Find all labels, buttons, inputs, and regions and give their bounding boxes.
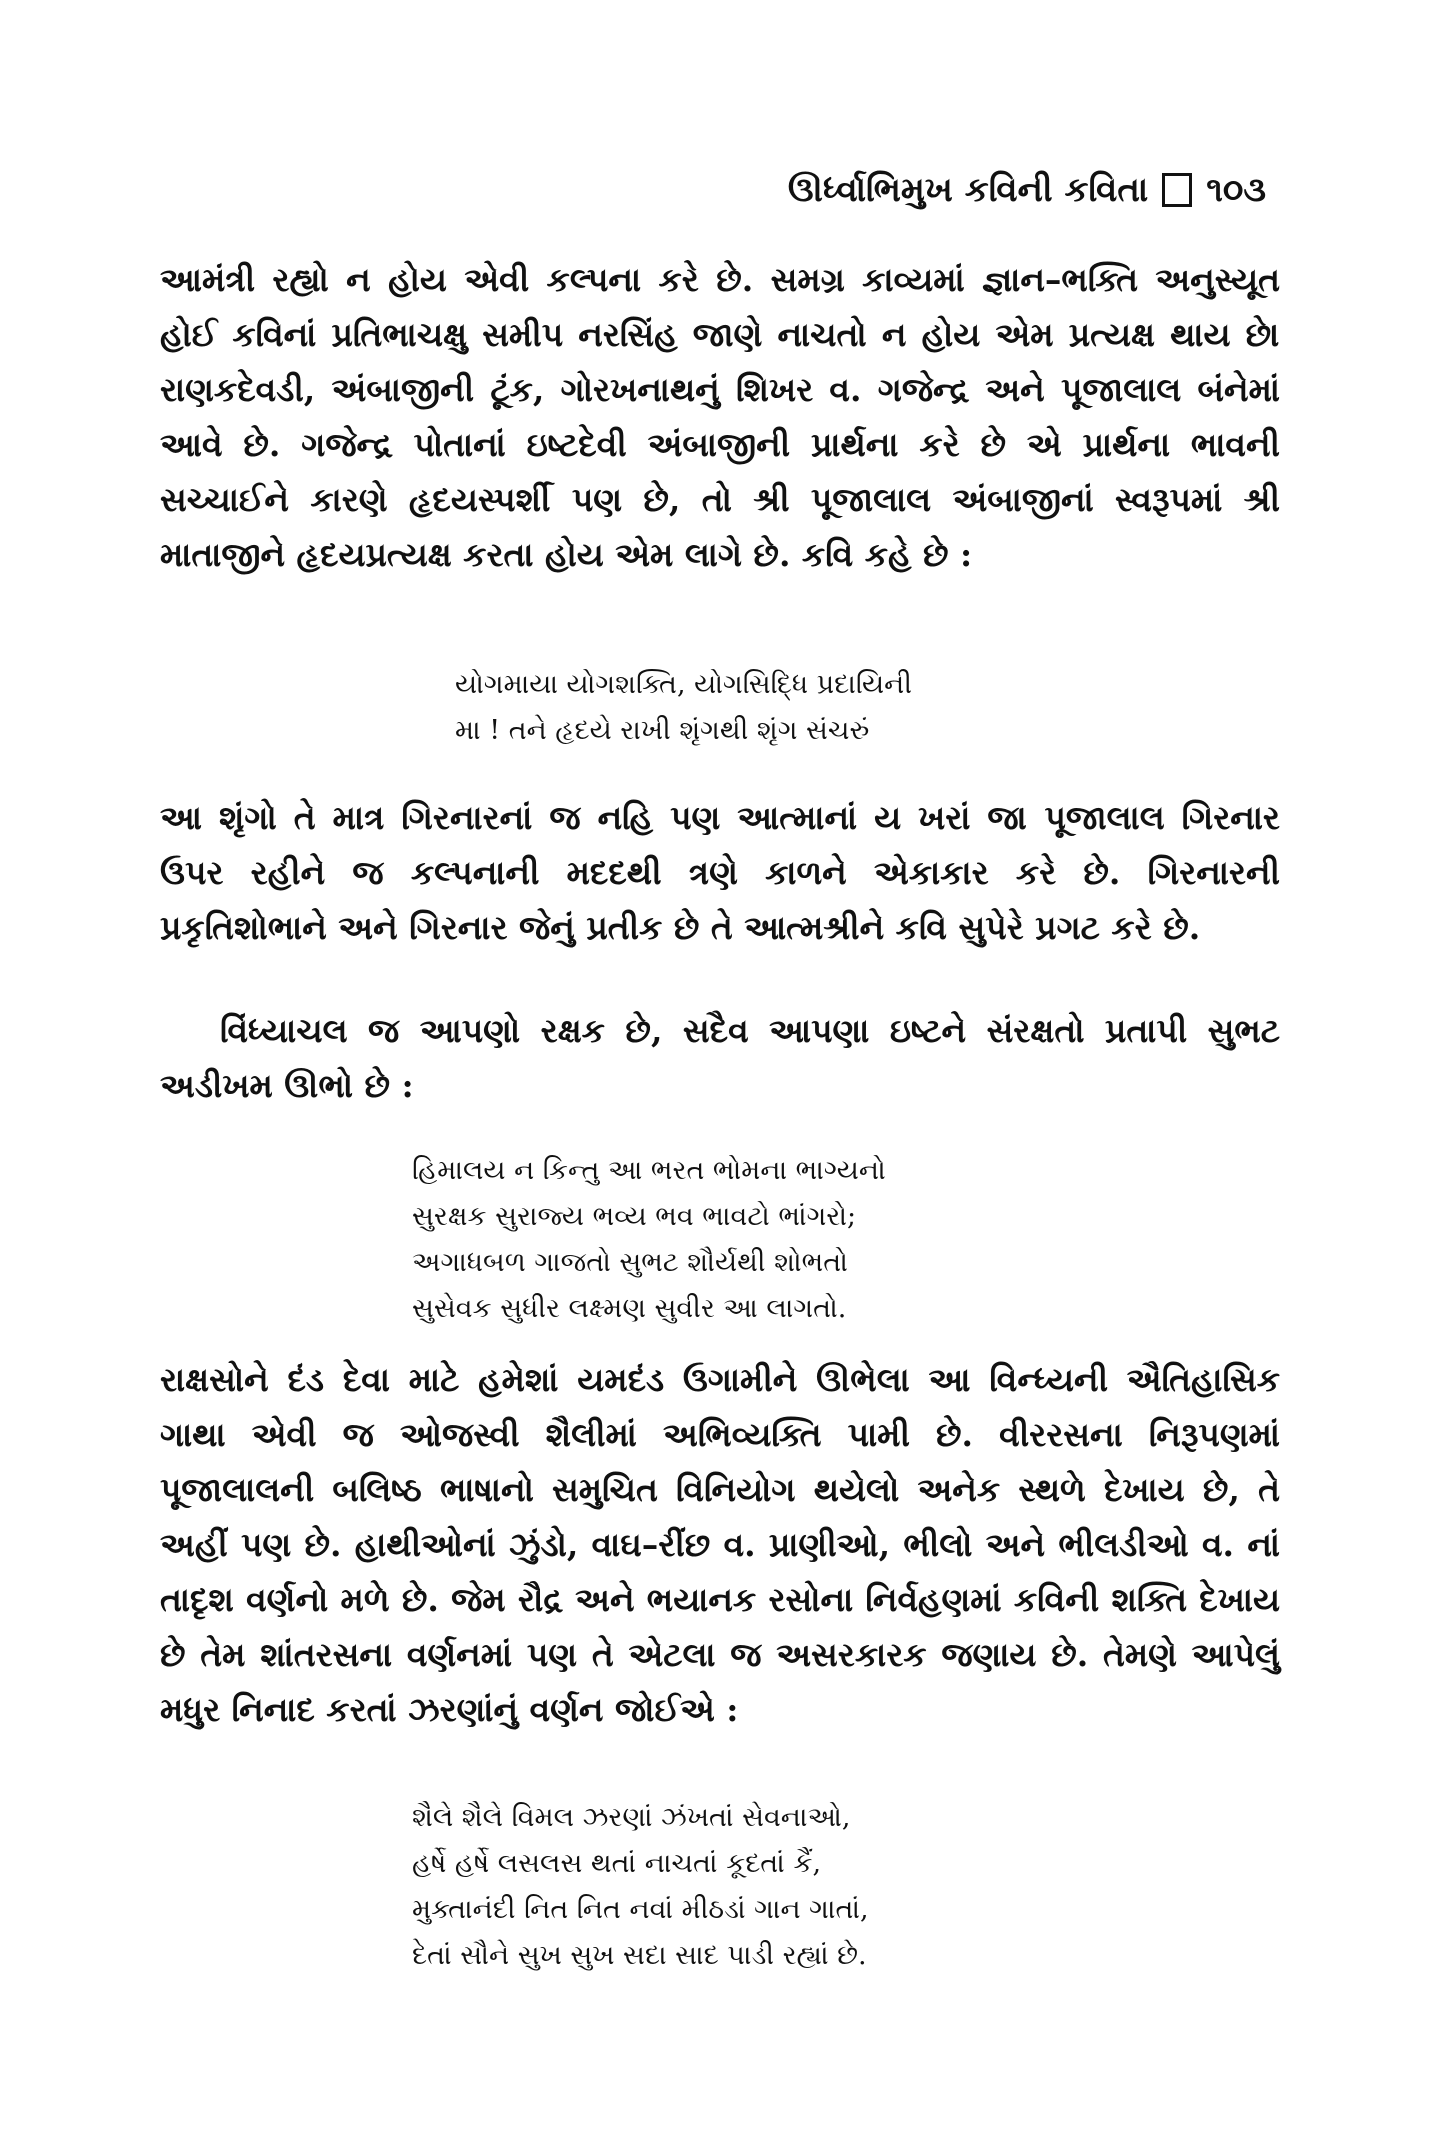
paragraph-2: આ શૃંગો તે માત્ર ગિરનારનાં જ નહિ પણ આત્માનાં ય ખરાં જ। પૂજાલાલ ગિરનાર ઉપર રહીને જ કલ્પનાની મદદથી ત્રણે કાળને એકાકાર કરે છે. ગિરનારની પ્રકૃતિશોભાને અને ગિરનાર જેનું પ્રતીક છે તે આત્મશ્રીને કવિ સુપેરે પ્રગટ કરે છે.: [160, 798, 1280, 947]
paragraph-1: આમંત્રી રહ્યો ન હોય એવી કલ્પના કરે છે. સમગ્ર કાવ્યમાં જ્ઞાન–ભક્તિ અનુસ્યૂત હોઈ કવિનાં પ્રતિભાચક્ષુ સમીપ નરસિંહ જાણે નાચતો ન હોય એમ પ્રત્યક્ષ થાય છે। રાણકદેવડી, અંબાજીની ટૂંક, ગોરખનાથનું શિખર વ. ગજેન્દ્ર અને પૂજાલાલ બંનેમાં આવે છે. ગજેન્દ્ર પોતાનાં ઇષ્ટદેવી અંબાજીની પ્રાર્થના કરે છે એ પ્રાર્થના ભાવની સચ્ચાઈને કારણે હૃદયસ્પર્શી પણ છે, તો શ્રી પૂજાલાલ અંબાજીનાં સ્વરૂપમાં શ્રી માતાજીને હૃદયપ્રત્યક્ષ કરતા હોય એમ લાગે છે. કવિ કહે છે :: [160, 260, 1280, 574]
verse-line: યોગમાયા યોગશક્તિ, યોગસિદ્ધિ પ્રદાયિની: [455, 669, 912, 700]
verse-line: દેતાં સૌને સુખ સુખ સદા સાદ પાડી રહ્યાં છે.: [412, 1940, 867, 1971]
verse-line: સુરક્ષક સુરાજ્ય ભવ્ય ભવ ભાવટો ભાંગરો;: [412, 1201, 857, 1232]
running-header: [788, 170, 1266, 210]
paragraph-3: વિંધ્યાચલ જ આપણો રક્ષક છે, સદૈવ આપણા ઇષ્ટને સંરક્ષતો પ્રતાપી સુભટ અડીખમ ઊભો છે :: [160, 1011, 1280, 1105]
paragraph-4: રાક્ષસોને દંડ દેવા માટે હમેશાં યમદંડ ઉગામીને ઊભેલા આ વિન્ધ્યની ઐતિહાસિક ગાથા એવી જ ઓજસ્વી શૈલીમાં અભિવ્યક્તિ પામી છે. વીરરસના નિરૂપણમાં પૂજાલાલની બલિષ્ઠ ભાષાનો સમુચિત વિનિયોગ થયેલો અનેક સ્થળે દેખાય છે, તે અહીં પણ છે. હાથીઓનાં ઝુંડો, વાઘ–રીંછ વ. પ્રાણીઓ, ભીલો અને ભીલડીઓ વ. નાં તાદૃશ વર્ણનો મળે છે. જેમ રૌદ્ર અને ભયાનક રસોના નિર્વહણમાં કવિની શક્તિ દેખાય છે તેમ શાંતરસના વર્ણનમાં પણ તે એટલા જ અસરકારક જણાય છે. તેમણે આપેલું મધુર નિનાદ કરતાં ઝરણાંનું વર્ણન જોઈએ :: [160, 1360, 1280, 1729]
page-number: ૧૦૩: [1206, 170, 1266, 210]
verse-line: હિમાલય ન કિન્તુ આ ભરત ભોમના ભાગ્યનો: [412, 1155, 886, 1186]
verse-line: અગાધબળ ગાજતો સુભટ શૌર્યથી શોભતો: [412, 1247, 848, 1278]
verse-line: શૈલે શૈલે વિમલ ઝરણાં ઝંખતાં સેવનાઓ,: [412, 1802, 851, 1833]
verse-line: સુસેવક સુધીર લક્ષ્મણ સુવીર આ લાગતો.: [412, 1293, 847, 1324]
verse-block-3: [412, 1795, 869, 1979]
running-title: ઊર્ધ્વાભિમુખ કવિની કવિતા: [787, 170, 1149, 210]
ornament-box-icon: [1162, 173, 1192, 207]
verse-line: હર્ષે હર્ષે લસલસ થતાં નાચતાં કૂદતાં કૈં,: [412, 1848, 822, 1879]
verse-line: મુક્તાનંદી નિત નિત નવાં મીઠડાં ગાન ગાતાં,: [412, 1894, 869, 1925]
verse-block-2: [412, 1148, 886, 1332]
verse-line: મા ! તને હૃદયે રાખી શૃંગથી શૃંગ સંચરું: [455, 715, 870, 746]
verse-block-1: [455, 662, 912, 754]
